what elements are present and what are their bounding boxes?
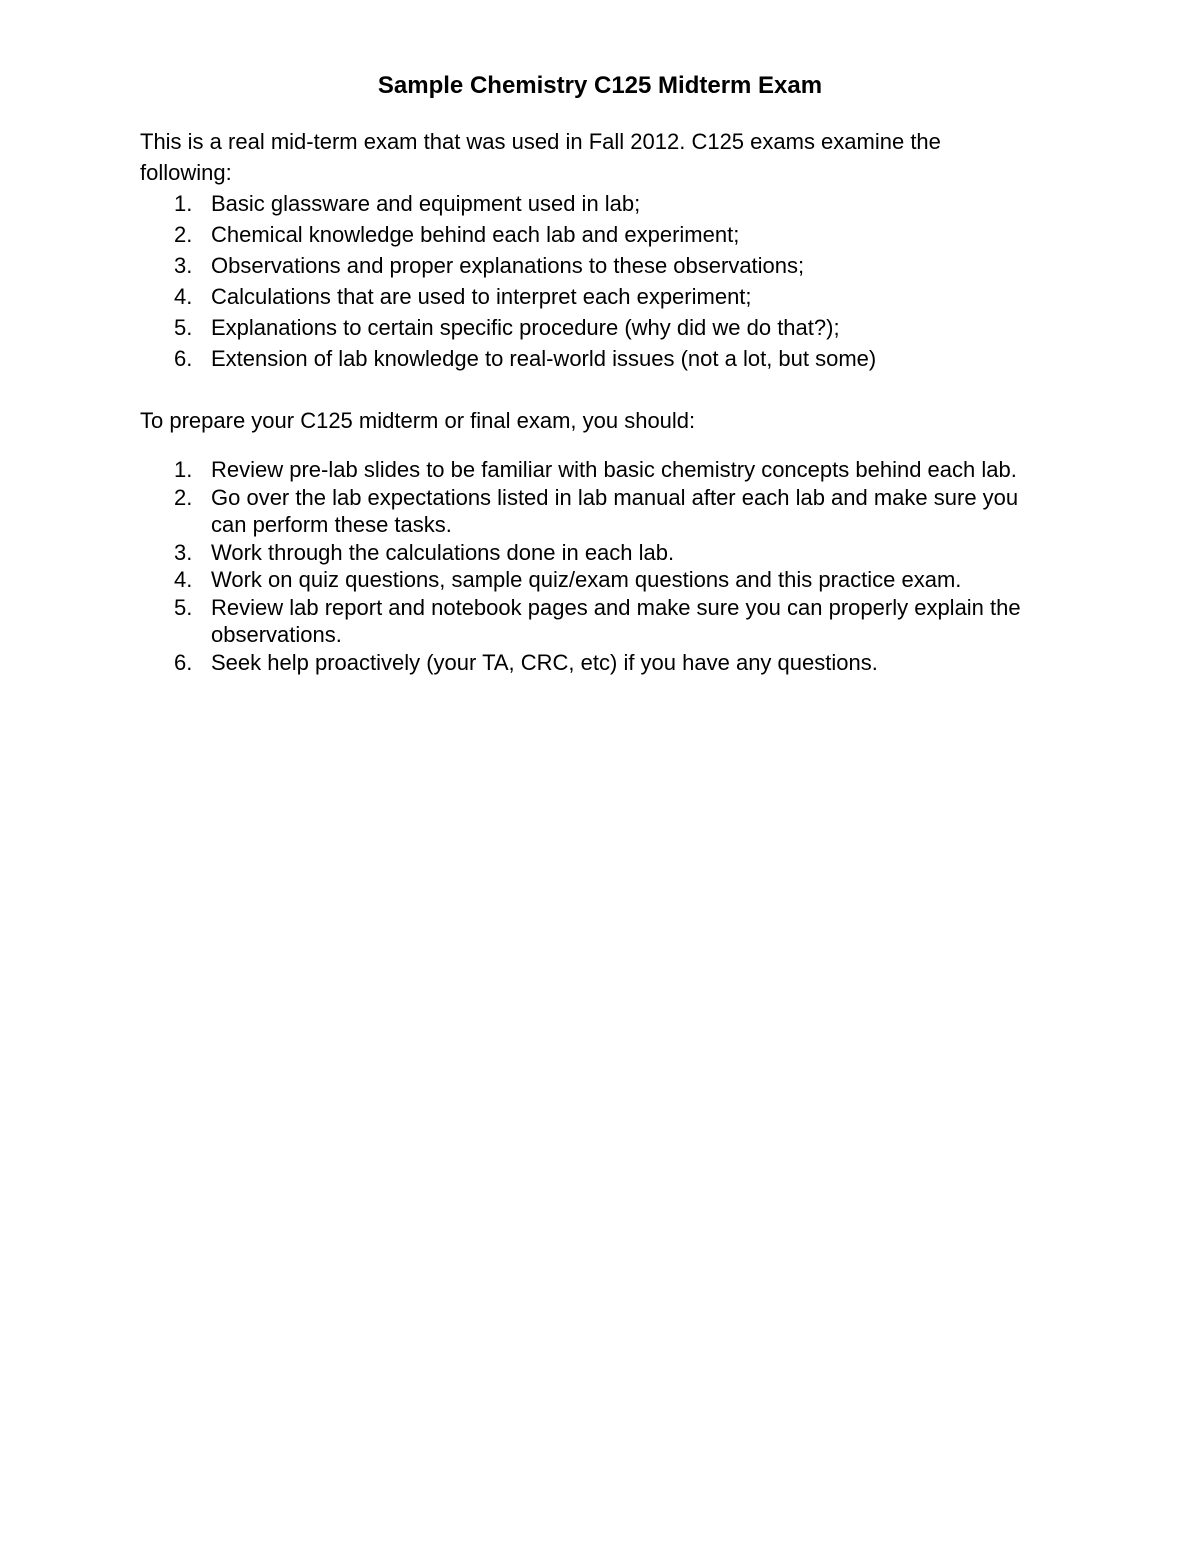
- list-item-number: 4.: [174, 284, 193, 309]
- list-item-number: 6.: [174, 649, 193, 675]
- list-item-number: 1.: [174, 457, 193, 482]
- list-item-text: Review pre-lab slides to be familiar with basic chemistry concepts behind each lab.: [211, 457, 1017, 482]
- list-item-number: 2.: [174, 484, 193, 510]
- list-item: [140, 281, 1050, 312]
- list-item-text: Extension of lab knowledge to real-world issues (not a lot, but some): [211, 346, 877, 371]
- list-item-number: 3.: [174, 539, 193, 565]
- list-item-text: Basic glassware and equipment used in lab;: [211, 191, 641, 216]
- list-item: [140, 594, 1050, 649]
- list-item: [140, 649, 1050, 677]
- list-item-number: 1.: [174, 191, 193, 216]
- list-item-number: 2.: [174, 222, 193, 247]
- prep-intro-paragraph: To prepare your C125 midterm or final exam, you should:: [140, 408, 696, 433]
- list-item-text: Work through the calculations done in each lab.: [211, 539, 675, 565]
- list-item: [140, 456, 1050, 484]
- list-item-text: Go over the lab expectations listed in lab manual after each lab and make sure you can perform these tasks.: [211, 484, 1019, 537]
- list-item-text: Observations and proper explanations to these observations;: [211, 253, 805, 278]
- list-item-number: 6.: [174, 346, 193, 371]
- list-item: [140, 219, 1050, 250]
- list-item-text: Seek help proactively (your TA, CRC, etc) if you have any questions.: [211, 649, 878, 675]
- list-item-number: 5.: [174, 315, 193, 340]
- list-item: [140, 343, 1050, 374]
- list-item: [140, 250, 1050, 281]
- list-item-text: Review lab report and notebook pages and make sure you can properly explain the observations.: [211, 594, 1021, 647]
- topics-list: [140, 188, 1050, 374]
- list-item-number: 3.: [174, 253, 193, 278]
- list-item-text: Explanations to certain specific procedure (why did we do that?);: [211, 315, 840, 340]
- list-item-text: Chemical knowledge behind each lab and experiment;: [211, 222, 740, 247]
- list-item: [140, 484, 1050, 539]
- page-title: Sample Chemistry C125 Midterm Exam: [377, 72, 823, 99]
- list-item-number: 5.: [174, 594, 193, 620]
- list-item-number: 4.: [174, 567, 193, 592]
- intro-paragraph: This is a real mid-term exam that was used in Fall 2012. C125 exams examine the following:: [140, 129, 941, 185]
- list-item-text: Calculations that are used to interpret each experiment;: [211, 284, 752, 309]
- list-item: [140, 566, 1050, 594]
- list-item: [140, 312, 1050, 343]
- list-item: [140, 539, 1050, 567]
- list-item-text: Work on quiz questions, sample quiz/exam questions and this practice exam.: [211, 567, 962, 592]
- list-item: [140, 188, 1050, 219]
- prep-steps-list: [140, 456, 1050, 676]
